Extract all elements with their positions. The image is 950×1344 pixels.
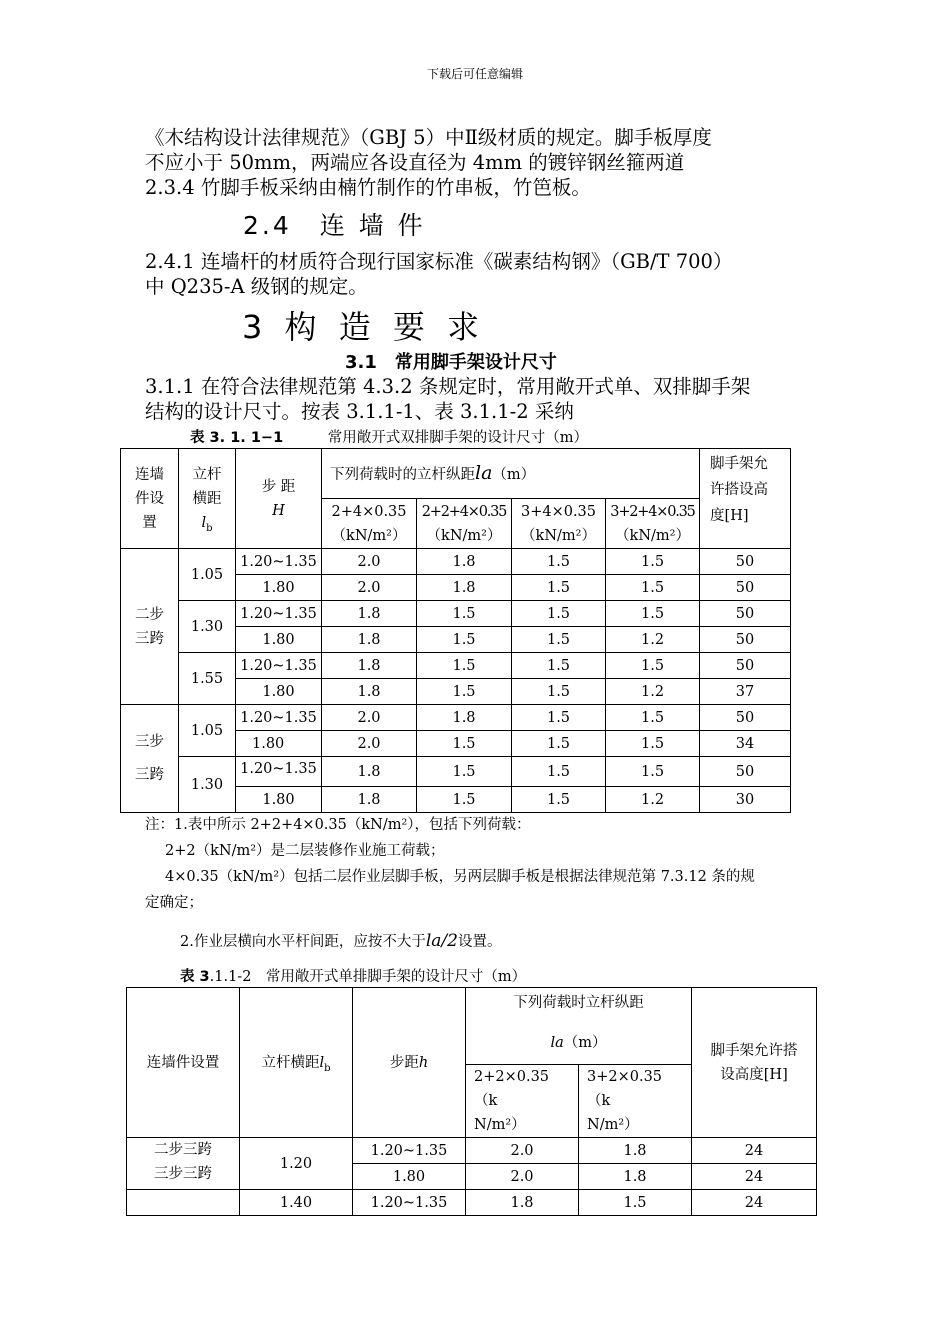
- table2-caption: [180, 965, 526, 986]
- table2-wall-cell: 二步三跨 三步三跨: [127, 1138, 240, 1190]
- table1-value-cell: 1.5: [512, 601, 606, 627]
- table1-value-cell: 1.8: [417, 575, 512, 601]
- chapter-heading-3: 3 构 造 要 求: [242, 308, 486, 346]
- section-heading-2-4: 2.4 连 墙 件: [243, 211, 426, 240]
- table2-caption-title: .1.1-2 常用敞开式单排脚手架的设计尺寸（m）: [209, 969, 527, 985]
- table1-header-lb: 立杆 横距 $l_b$: [179, 449, 236, 549]
- table1-header-load: 3+4×0.35 （kN/m²）: [512, 499, 606, 549]
- table1-height-cell: 50: [700, 653, 791, 679]
- page-header: 下载后可任意编辑: [426, 67, 523, 81]
- table1-value-cell: 1.5: [512, 757, 606, 787]
- table2: [126, 987, 817, 1216]
- table1-caption-title: 常用敞开式双排脚手架的设计尺寸（m）: [327, 430, 589, 446]
- table1-header-wall: 连墙 件设 置: [121, 449, 179, 549]
- table2-header-load: 2+2×0.35 （k N/m²）: [466, 1065, 579, 1138]
- section-heading-3-1: 3.1 常用脚手架设计尺寸: [345, 352, 557, 373]
- table1-height-cell: 50: [700, 757, 791, 787]
- table1-value-cell: 1.5: [512, 575, 606, 601]
- table1-value-cell: 1.5: [512, 705, 606, 731]
- table1-value-cell: 2.0: [322, 705, 417, 731]
- table1-note: 2+2（kN/m²）是二层装修作业施工荷载；: [165, 843, 445, 859]
- table-row: [121, 705, 791, 731]
- paragraph: 2.4.1 连墙杆的材质符合现行国家标准《碳素结构钢》（GB/T 700）: [145, 250, 733, 273]
- table1-value-cell: 1.5: [606, 601, 700, 627]
- table1-lb-cell: 1.30: [179, 601, 236, 653]
- table2-step-cell: 1.20~1.35: [353, 1190, 466, 1216]
- table1-value-cell: 1.5: [606, 705, 700, 731]
- table1-height-cell: 37: [700, 679, 791, 705]
- table2-height-cell: 24: [692, 1190, 817, 1216]
- table1-value-cell: 1.8: [417, 705, 512, 731]
- table2-value-cell: 1.8: [466, 1190, 579, 1216]
- table2-lb-cell: 1.20: [240, 1138, 353, 1190]
- table1-step-cell: 1.20~1.35: [236, 549, 322, 575]
- table1-value-cell: 1.5: [417, 627, 512, 653]
- table-row: [121, 757, 791, 787]
- paragraph: 中 Q235-A 级钢的规定。: [145, 275, 368, 298]
- table2-step-cell: 1.80: [353, 1164, 466, 1190]
- table2-step-cell: 1.20~1.35: [353, 1138, 466, 1164]
- table1-value-cell: 1.5: [512, 731, 606, 757]
- paragraph: 结构的设计尺寸。按表 3.1.1-1、表 3.1.1-2 采纳: [145, 400, 574, 423]
- table1-step-cell: 1.20~1.35: [236, 601, 322, 627]
- table-row: [127, 1190, 817, 1216]
- table2-header-la: 下列荷载时立杆纵距 la（m）: [466, 988, 692, 1065]
- table1-wall-cell: 二步 三跨: [121, 549, 179, 705]
- table1-value-cell: 1.5: [606, 757, 700, 787]
- table2-header-wall: 连墙件设置: [127, 988, 240, 1138]
- table1-value-cell: 1.8: [322, 601, 417, 627]
- table1-step-cell: 1.20~1.35: [236, 653, 322, 679]
- table1-note: 2.作业层横向水平杆间距，应按不大于la/2设置。: [180, 931, 502, 951]
- table1: [120, 448, 791, 813]
- table1-value-cell: 1.8: [322, 787, 417, 813]
- table-row: [121, 653, 791, 679]
- table2-header-height: 脚手架允许搭 设高度[H]: [692, 988, 817, 1138]
- table1-height-cell: 50: [700, 601, 791, 627]
- table-row: [127, 1138, 817, 1164]
- table1-lb-cell: 1.55: [179, 653, 236, 705]
- table1-value-cell: 1.5: [417, 653, 512, 679]
- table1-header-load: 2+2+4×0.35 （kN/m²）: [417, 499, 512, 549]
- table1-value-cell: 1.5: [512, 787, 606, 813]
- table1-lb-cell: 1.05: [179, 549, 236, 601]
- table1-wall-cell: 三步 三跨: [121, 705, 179, 813]
- table1-value-cell: 1.5: [606, 575, 700, 601]
- table1-note: 定确定；: [145, 895, 203, 911]
- table2-value-cell: 1.8: [579, 1138, 692, 1164]
- table1-step-cell: 1.80: [236, 731, 322, 757]
- table1-header-step: 步 距 H: [236, 449, 322, 549]
- table1-height-cell: 50: [700, 549, 791, 575]
- table1-value-cell: 1.5: [606, 653, 700, 679]
- table1-height-cell: 50: [700, 705, 791, 731]
- table1-header-la: 下列荷载时的立杆纵距la（m）: [322, 449, 700, 499]
- table1-value-cell: 1.8: [322, 653, 417, 679]
- table1-header-load: 3+2+4×0.35 （kN/m²）: [606, 499, 700, 549]
- table1-step-cell: 1.80: [236, 679, 322, 705]
- table1-height-cell: 50: [700, 627, 791, 653]
- table1-value-cell: 1.5: [512, 627, 606, 653]
- paragraph: 《木结构设计法律规范》（GBJ 5）中Ⅱ级材质的规定。脚手板厚度: [145, 126, 712, 149]
- paragraph: 3.1.1 在符合法律规范第 4.3.2 条规定时，常用敞开式单、双排脚手架: [145, 375, 751, 398]
- table1-value-cell: 1.5: [417, 731, 512, 757]
- table1-value-cell: 1.8: [322, 679, 417, 705]
- table2-header-step: 步距h: [353, 988, 466, 1138]
- table1-value-cell: 1.5: [512, 653, 606, 679]
- table1-note: 注：1.表中所示 2+2+4×0.35（kN/m²），包括下列荷载：: [145, 817, 531, 833]
- table1-note: 4×0.35（kN/m²）包括二层作业层脚手板，另两层脚手板是根据法律规范第 7.3.12 条的规: [165, 869, 755, 885]
- table2-lb-cell: 1.40: [240, 1190, 353, 1216]
- table1-value-cell: 1.8: [417, 549, 512, 575]
- table2-value-cell: 2.0: [466, 1138, 579, 1164]
- table2-caption-label: 表 3: [180, 969, 210, 985]
- table1-step-cell: 1.80: [236, 575, 322, 601]
- table1-step-cell: 1.80: [236, 787, 322, 813]
- table2-height-cell: 24: [692, 1164, 817, 1190]
- table1-step-cell: 1.80: [236, 627, 322, 653]
- table1-value-cell: 1.5: [417, 679, 512, 705]
- table1-lb-cell: 1.30: [179, 757, 236, 813]
- table2-value-cell: 2.0: [466, 1164, 579, 1190]
- table1-lb-cell: 1.05: [179, 705, 236, 757]
- table1-header-height: 脚手架允 许搭设高 度[H]: [700, 449, 791, 549]
- table-row: [121, 601, 791, 627]
- paragraph: 不应小于 50mm，两端应各设直径为 4mm 的镀锌钢丝箍两道: [145, 151, 685, 174]
- table1-height-cell: 30: [700, 787, 791, 813]
- table1-header-load: 2+4×0.35 （kN/m²）: [322, 499, 417, 549]
- table1-value-cell: 1.5: [606, 731, 700, 757]
- table2-header-load: 3+2×0.35 （k N/m²）: [579, 1065, 692, 1138]
- table1-height-cell: 34: [700, 731, 791, 757]
- table2-height-cell: 24: [692, 1138, 817, 1164]
- table1-value-cell: 1.5: [606, 549, 700, 575]
- table1-caption-label: 表 3. 1. 1−1: [190, 430, 284, 446]
- table1-caption: [190, 426, 588, 447]
- table1-value-cell: 1.5: [417, 787, 512, 813]
- table1-value-cell: 1.8: [322, 627, 417, 653]
- table1-step-cell: 1.20~1.35: [236, 705, 322, 731]
- table2-wall-cell: [127, 1190, 240, 1216]
- table1-value-cell: 1.5: [512, 549, 606, 575]
- table1-value-cell: 1.5: [512, 679, 606, 705]
- table1-value-cell: 2.0: [322, 575, 417, 601]
- table1-value-cell: 1.5: [417, 757, 512, 787]
- table1-value-cell: 1.8: [322, 757, 417, 787]
- table1-value-cell: 1.2: [606, 627, 700, 653]
- table2-value-cell: 1.5: [579, 1190, 692, 1216]
- table1-value-cell: 1.2: [606, 787, 700, 813]
- table2-value-cell: 1.8: [579, 1164, 692, 1190]
- table1-value-cell: 1.5: [417, 601, 512, 627]
- table1-value-cell: 2.0: [322, 731, 417, 757]
- paragraph: 2.3.4 竹脚手板采纳由楠竹制作的竹串板，竹笆板。: [145, 176, 591, 199]
- table1-value-cell: 2.0: [322, 549, 417, 575]
- table-row: [121, 549, 791, 575]
- table2-header-lb: 立杆横距$l_b$: [240, 988, 353, 1138]
- table1-height-cell: 50: [700, 575, 791, 601]
- table1-step-cell: 1.20~1.35: [236, 757, 322, 787]
- table1-value-cell: 1.2: [606, 679, 700, 705]
